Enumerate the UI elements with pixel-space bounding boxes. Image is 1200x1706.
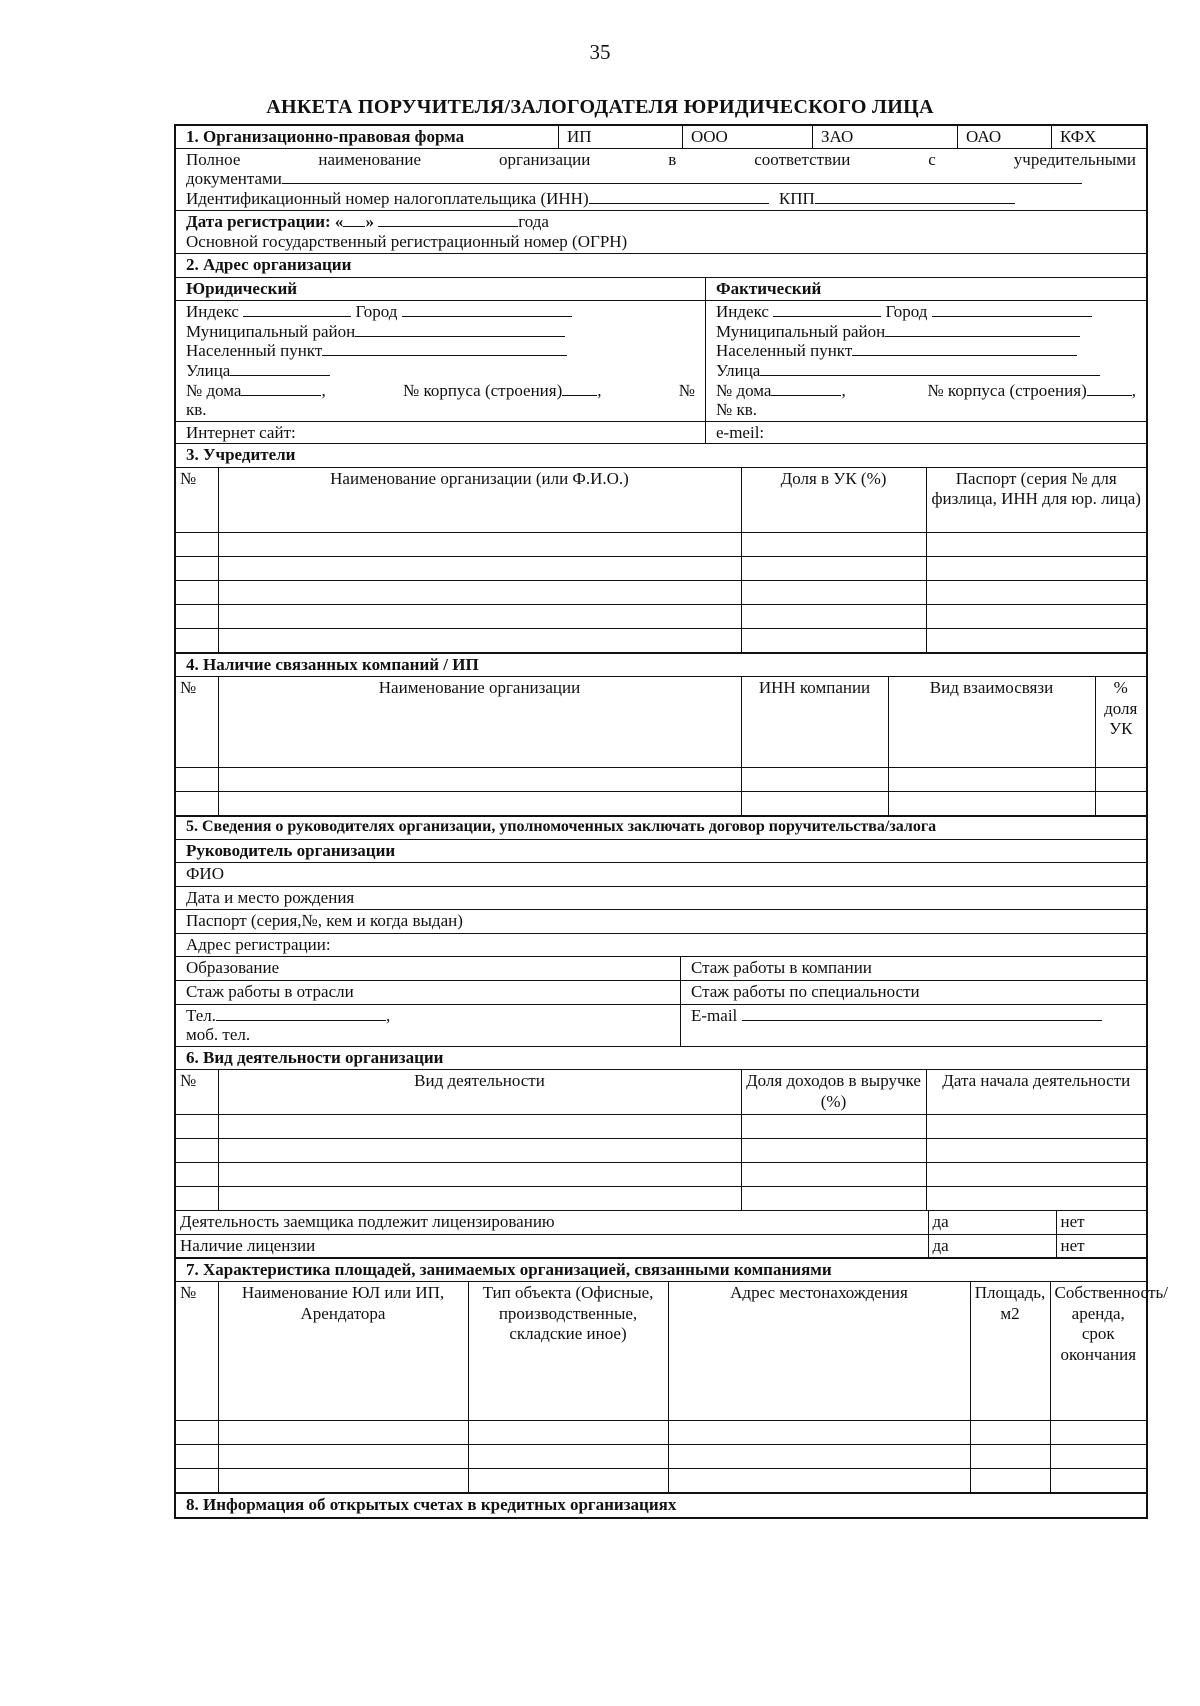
fio-field[interactable]: ФИО (176, 863, 1146, 887)
exp-industry-field[interactable]: Стаж работы в отрасли (176, 981, 680, 1005)
section-7-header: 7. Характеристика площадей, занимаемых организацией, связанными компаниями (176, 1258, 1146, 1283)
phone-field[interactable]: Тел. , моб. тел. (186, 1005, 391, 1045)
questionnaire-form (174, 124, 1169, 1519)
exp-specialty-field[interactable]: Стаж работы по специальности (681, 981, 1146, 1005)
manager-header: Руководитель организации (176, 840, 1146, 864)
legal-address[interactable]: Юридический Индекс Город Муниципальный район Населенный пункт Улица № дома , № корпуса (строения) , № кв. Интернет сайт: (176, 278, 706, 443)
section-2-header: 2. Адрес организации (176, 254, 1146, 278)
kpp-label: КПП (778, 188, 815, 208)
org-form-option-ip[interactable]: ИП (558, 126, 682, 148)
passport-field[interactable]: Паспорт (серия,№, кем и когда выдан) (176, 910, 1146, 934)
document-title: АНКЕТА ПОРУЧИТЕЛЯ/ЗАЛОГОДАТЕЛЯ ЮРИДИЧЕСКОГО ЛИЦА (266, 96, 934, 118)
education-field[interactable]: Образование (176, 957, 680, 981)
section-6-header: 6. Вид деятельности организации (176, 1047, 1146, 1071)
founders-table: № Наименование организации (или Ф.И.О.) Доля в УК (%) Паспорт (серия № для физлица, ИНН для юр. лица) (176, 468, 1146, 653)
section-8-header: 8. Информация об открытых счетах в кредитных организациях (176, 1493, 1146, 1517)
org-form-label: 1. Организационно-правовая форма (186, 127, 465, 146)
table-row[interactable] (176, 768, 1146, 792)
table-row[interactable] (176, 580, 1146, 604)
license-yes[interactable]: да (928, 1234, 1056, 1257)
license-no[interactable]: нет (1056, 1234, 1146, 1257)
section-5-header: 5. Сведения о руководителях организации, уполномоченных заключать договор поручительства/залога (176, 816, 1146, 839)
org-form-option-ooo[interactable]: ООО (682, 126, 812, 148)
org-form-row (176, 126, 1146, 149)
page-number: 35 (589, 40, 611, 64)
table-row[interactable] (176, 628, 1146, 652)
table-row[interactable] (176, 556, 1146, 580)
table-row[interactable] (176, 1469, 1146, 1493)
table-row[interactable] (176, 532, 1146, 556)
org-form-option-oao[interactable]: ОАО (957, 126, 1051, 148)
licensing-table: Деятельность заемщика подлежит лицензированию да нет Наличие лицензии да нет (176, 1211, 1146, 1258)
inn-label: Идентификационный номер налогоплательщика (ИНН) (186, 188, 589, 208)
table-row[interactable] (176, 604, 1146, 628)
registration-address-field[interactable]: Адрес регистрации: (176, 934, 1146, 958)
table-row[interactable] (176, 1163, 1146, 1187)
email-field[interactable]: e-meil: (706, 421, 1146, 444)
table-row[interactable] (176, 1115, 1146, 1139)
website-field[interactable]: Интернет сайт: (176, 421, 705, 444)
licensing-yes[interactable]: да (928, 1211, 1056, 1234)
licensing-no[interactable]: нет (1056, 1211, 1146, 1234)
section-3-header: 3. Учредители (176, 444, 1146, 468)
org-form-option-kfh[interactable]: КФХ (1051, 126, 1146, 148)
email-manager-field[interactable]: E-mail (681, 1005, 1146, 1027)
table-row[interactable] (176, 792, 1146, 816)
activities-table: № Вид деятельности Доля доходов в выручке (%) Дата начала деятельности (176, 1070, 1146, 1211)
exp-company-field[interactable]: Стаж работы в компании (681, 957, 1146, 981)
premises-table: № Наименование ЮЛ или ИП, Арендатора Тип объекта (Офисные, производственные, складские иное) Адрес местонахождения Площадь, м2 Собственность/аренда, срок окончания (176, 1282, 1146, 1493)
actual-address[interactable]: Фактический Индекс Город Муниципальный район Населенный пункт Улица № дома , № корпуса (строения) , № кв. e-meil: (706, 278, 1146, 443)
table-row[interactable] (176, 1187, 1146, 1211)
birth-field[interactable]: Дата и место рождения (176, 887, 1146, 911)
address-block (176, 278, 1146, 444)
table-row[interactable] (176, 1445, 1146, 1469)
table-row[interactable] (176, 1139, 1146, 1163)
full-name-field[interactable]: Полное наименование организации в соответствии с учредительными документами Идентификационный номер налогоплательщика (ИНН) КПП (176, 149, 1146, 212)
ogrn-label: Основной государственный регистрационный номер (ОГРН) (186, 231, 628, 251)
related-companies-table: № Наименование организации ИНН компании Вид взаимосвязи % доля УК (176, 677, 1146, 816)
experience-block (176, 957, 1146, 1046)
table-row[interactable] (176, 1421, 1146, 1445)
section-4-header: 4. Наличие связанных компаний / ИП (176, 653, 1146, 678)
registration-field[interactable]: Дата регистрации: « » года Основной государственный регистрационный номер (ОГРН) (176, 211, 1146, 254)
org-form-option-zao[interactable]: ЗАО (812, 126, 957, 148)
